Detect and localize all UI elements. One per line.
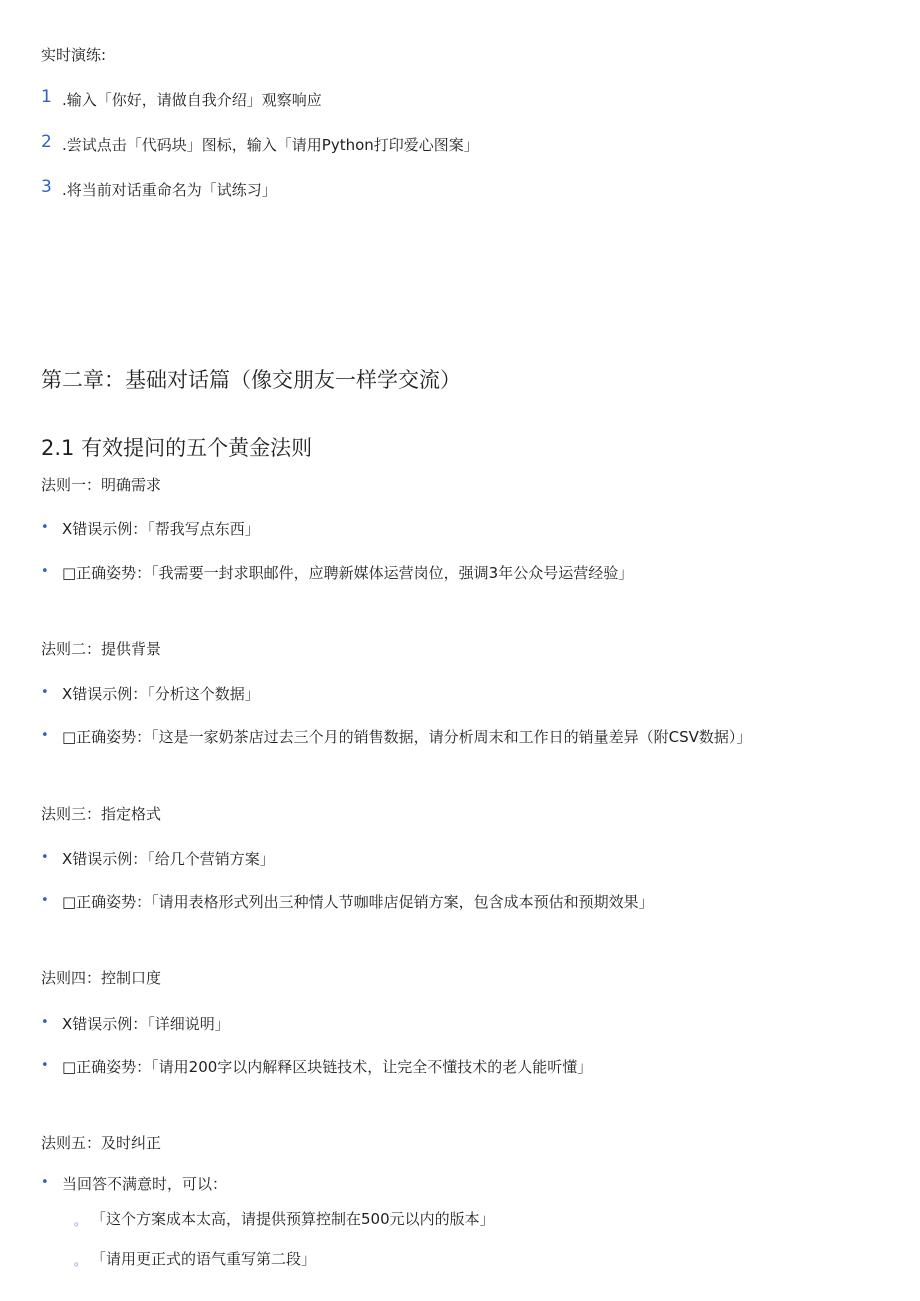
- bullet-icon: •: [41, 850, 49, 865]
- chapter-title: 第二章：基础对话篇（像交朋友一样学交流）: [41, 368, 461, 392]
- exercise-text: .尝试点击「代码块」图标，输入「请用Python打印爱心图案」: [62, 136, 479, 154]
- bullet-icon: •: [41, 1058, 49, 1073]
- rule-title: 法则三：指定格式: [41, 805, 162, 823]
- bullet-icon: •: [41, 1015, 49, 1030]
- rule-title: 法则四：控制口度: [41, 969, 162, 987]
- rule-subitem: 「请用更正式的语气重写第二段」: [91, 1250, 317, 1268]
- rule-title: 法则一：明确需求: [41, 476, 162, 494]
- rule-correct-example: □正确姿势：「这是一家奶茶店过去三个月的销售数据，请分析周末和工作日的销量差异（附CSV数据）」: [62, 728, 752, 746]
- sub-bullet-icon: 。: [74, 1254, 87, 1268]
- bullet-icon: •: [41, 893, 49, 908]
- exercise-number: 3: [41, 177, 52, 197]
- bullet-icon: •: [41, 564, 49, 579]
- bullet-icon: •: [41, 728, 49, 743]
- rule-correct-example: □正确姿势：「请用表格形式列出三种情人节咖啡店促销方案，包含成本预估和预期效果」: [62, 893, 654, 911]
- rule-title: 法则二：提供背景: [41, 640, 162, 658]
- rule-correct-example: □正确姿势：「请用200字以内解释区块链技术，让完全不懂技术的老人能听懂」: [62, 1058, 593, 1076]
- exercise-number: 2: [41, 132, 52, 152]
- exercise-text: .输入「你好，请做自我介绍」观察响应: [62, 91, 322, 109]
- bullet-icon: •: [41, 520, 49, 535]
- rule-correct-example: □正确姿势：「我需要一封求职邮件，应聘新媒体运营岗位，强调3年公众号运营经验」: [62, 564, 634, 582]
- sub-bullet-icon: 。: [74, 1214, 87, 1228]
- exercise-number: 1: [41, 87, 52, 107]
- exercise-text: .将当前对话重命名为「试练习」: [62, 181, 277, 199]
- rule-item: 当回答不满意时，可以：: [62, 1175, 228, 1193]
- rule-wrong-example: X错误示例：「给几个营销方案」: [62, 850, 275, 868]
- section-title: 2.1 有效提问的五个黄金法则: [41, 436, 313, 460]
- intro-heading: 实时演练:: [41, 46, 107, 64]
- rule-subitem: 「这个方案成本太高，请提供预算控制在500元以内的版本」: [91, 1210, 495, 1228]
- rule-title: 法则五：及时纠正: [41, 1134, 162, 1152]
- rule-wrong-example: X错误示例：「帮我写点东西」: [62, 520, 260, 538]
- bullet-icon: •: [41, 685, 49, 700]
- rule-wrong-example: X错误示例：「详细说明」: [62, 1015, 230, 1033]
- bullet-icon: •: [41, 1175, 49, 1190]
- rule-wrong-example: X错误示例：「分析这个数据」: [62, 685, 260, 703]
